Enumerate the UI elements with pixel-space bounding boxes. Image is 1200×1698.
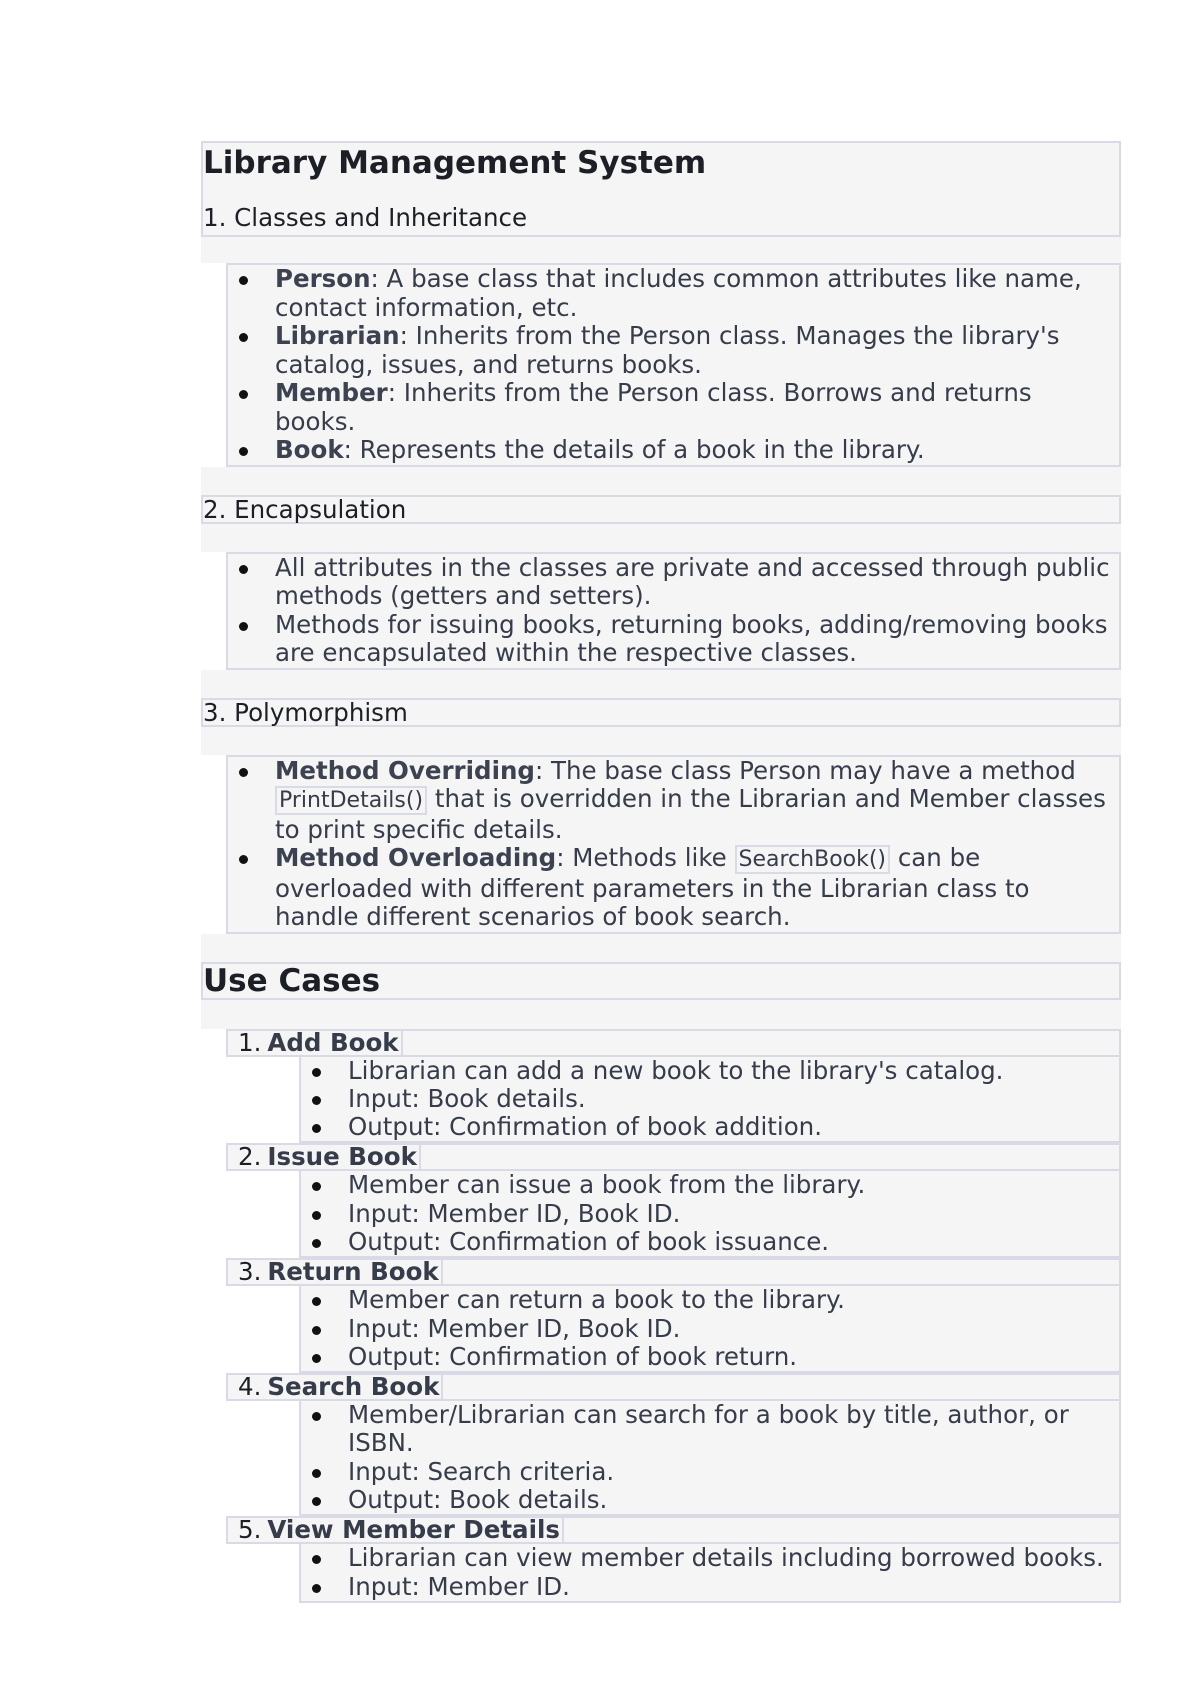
use-case-item [226, 1373, 1121, 1516]
list-item: Output: Confirmation of book addition. [348, 1113, 1119, 1141]
title-block [201, 141, 1121, 237]
spacer [201, 727, 1121, 755]
section-heading: 3. Polymorphism [201, 698, 1121, 727]
use-cases-heading-block [201, 962, 1121, 1000]
list-item: Librarian: Inherits from the Person class. Manages the library's catalog, issues, and returns books. [275, 322, 1119, 379]
spacer [201, 524, 1121, 552]
list-item: Output: Confirmation of book return. [348, 1343, 1119, 1371]
spacer [201, 467, 1121, 495]
list-item: Input: Member ID. [348, 1573, 1119, 1601]
spacer [201, 237, 1121, 263]
spacer [201, 670, 1121, 698]
list-item: Book: Represents the details of a book in the library. [275, 436, 1119, 465]
list-item: Member can return a book to the library. [348, 1286, 1119, 1314]
list-item: Input: Search criteria. [348, 1458, 1119, 1486]
section-list [226, 755, 1121, 934]
list-item: Input: Member ID, Book ID. [348, 1315, 1119, 1343]
use-cases-heading: Use Cases [203, 962, 381, 999]
use-case-title: 3. Return Book [226, 1258, 443, 1285]
list-item: Member can issue a book from the library. [348, 1171, 1119, 1199]
list-item: Input: Book details. [348, 1085, 1119, 1113]
use-case-title: 5. View Member Details [226, 1516, 564, 1543]
use-case-item [226, 1143, 1121, 1258]
section-heading: 2. Encapsulation [201, 495, 1121, 524]
code-snippet: PrintDetails() [275, 786, 427, 815]
use-case-title: 4. Search Book [226, 1373, 443, 1400]
page-title: Library Management System [203, 145, 707, 181]
section-heading: 1. Classes and Inheritance [203, 203, 528, 232]
list-item: Methods for issuing books, returning books, adding/removing books are encapsulated within the respective classes. [275, 611, 1119, 668]
document-page [201, 141, 1121, 1603]
use-case-item [226, 1516, 1121, 1603]
spacer [201, 934, 1121, 962]
spacer [201, 1000, 1121, 1029]
list-item: Input: Member ID, Book ID. [348, 1200, 1119, 1228]
list-item: Member: Inherits from the Person class. Borrows and returns books. [275, 379, 1119, 436]
list-item: Member/Librarian can search for a book by title, author, or ISBN. [348, 1401, 1119, 1458]
section-list [226, 552, 1121, 670]
use-case-item [226, 1258, 1121, 1373]
list-item: All attributes in the classes are private and accessed through public methods (getters and setters). [275, 554, 1119, 611]
list-item: Method Overriding: The base class Person may have a method PrintDetails() that is overridden in the Librarian and Member classes to print specific details. [275, 757, 1119, 845]
list-item: Librarian can view member details including borrowed books. [348, 1544, 1119, 1572]
list-item: Output: Book details. [348, 1486, 1119, 1514]
list-item: Librarian can add a new book to the library's catalog. [348, 1057, 1119, 1085]
code-snippet: SearchBook() [735, 845, 891, 874]
section-list [226, 263, 1121, 467]
list-item: Person: A base class that includes common attributes like name, contact information, etc. [275, 265, 1119, 322]
use-case-title: 1. Add Book [226, 1029, 403, 1056]
list-item: Output: Confirmation of book issuance. [348, 1228, 1119, 1256]
list-item: Method Overloading: Methods like SearchBook() can be overloaded with different parameters in the Librarian class to handle different scenarios of book search. [275, 844, 1119, 932]
use-case-title: 2. Issue Book [226, 1143, 421, 1170]
use-case-item [226, 1029, 1121, 1144]
